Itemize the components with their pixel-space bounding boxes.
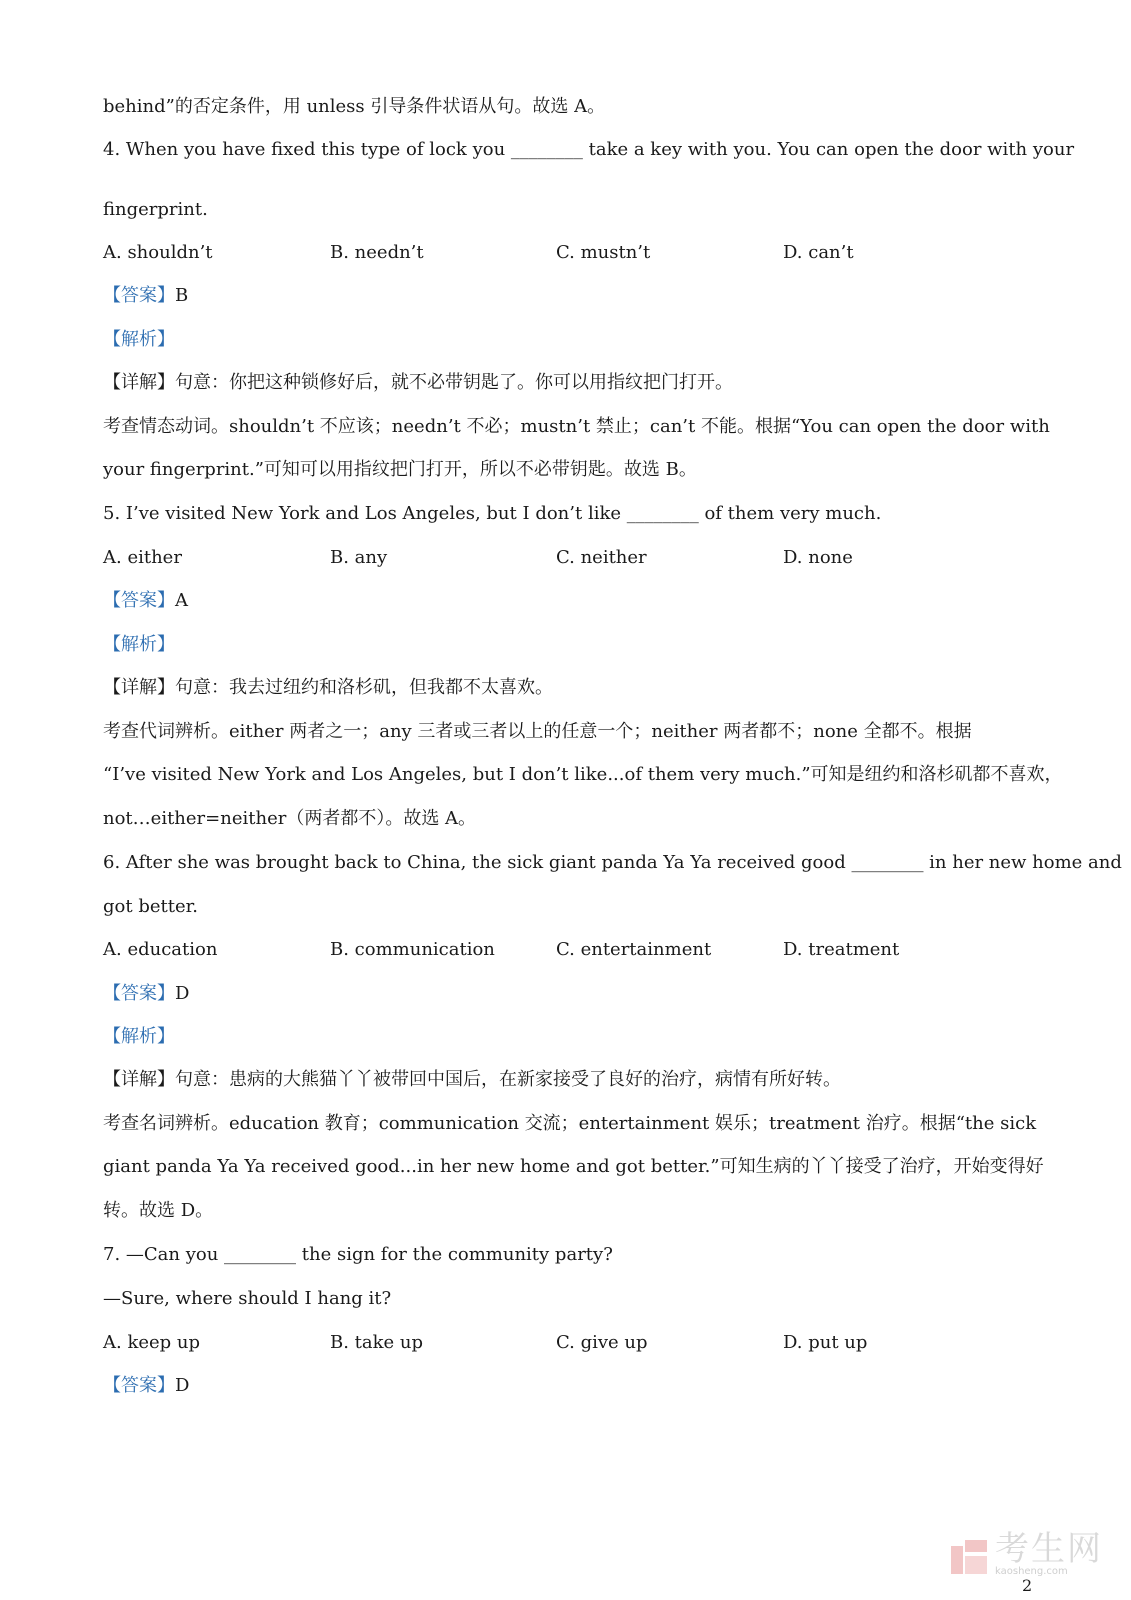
answer-value: D: [175, 983, 190, 1004]
answer-value: A: [175, 590, 188, 611]
detail-tag: 【详解】: [103, 372, 175, 393]
q6-explanation-2: giant panda Ya Ya received good...in her new home and got better.”可知生病的丫丫接受了治疗，开始变得好: [103, 1156, 1044, 1177]
q6-option-b: B. communication: [330, 939, 495, 960]
answer-tag: 【答案】: [103, 1375, 175, 1396]
detail-tag: 【详解】: [103, 677, 175, 698]
q5-option-d: D. none: [783, 547, 853, 568]
page-number: 2: [1022, 1576, 1033, 1595]
watermark-cn: 考生网: [995, 1529, 1103, 1569]
q7-answer: [103, 1374, 189, 1398]
analysis-tag: 【解析】: [103, 1026, 175, 1047]
q7-option-d: D. put up: [783, 1332, 868, 1353]
q5-explanation-1: 考查代词辨析。either 两者之一；any 三者或三者以上的任意一个；neither 两者都不；none 全都不。根据: [103, 721, 972, 742]
q4-answer: [103, 284, 188, 308]
q6-option-d: D. treatment: [783, 939, 900, 960]
q4-option-a: A. shouldn’t: [103, 242, 213, 263]
watermark-en: kaosheng.com: [995, 1566, 1068, 1577]
q5-explanation-2: “I’ve visited New York and Los Angeles, but I don’t like...of them very much.”可知是纽约和洛杉矶都不喜欢，: [103, 764, 1063, 785]
answer-value: B: [175, 285, 189, 306]
detail-text: 句意：患病的大熊猫丫丫被带回中国后，在新家接受了良好的治疗，病情有所好转。: [175, 1069, 841, 1090]
q4-detail: [103, 371, 733, 395]
q4-option-d: D. can’t: [783, 242, 854, 263]
question-6-stem-cont: got better.: [103, 896, 198, 917]
analysis-tag: 【解析】: [103, 329, 175, 350]
question-7-stem-cont: —Sure, where should I hang it?: [103, 1288, 392, 1309]
question-5-stem: 5. I’ve visited New York and Los Angeles, but I don’t like ________ of them very much.: [103, 503, 882, 524]
answer-tag: 【答案】: [103, 285, 175, 306]
q6-detail: [103, 1068, 841, 1092]
q6-option-a: A. education: [103, 939, 218, 960]
q5-answer: [103, 589, 188, 613]
q4-analysis: [103, 328, 175, 352]
detail-text: 句意：我去过纽约和洛杉矶，但我都不太喜欢。: [175, 677, 553, 698]
q5-analysis: [103, 633, 175, 657]
q6-answer: [103, 982, 189, 1006]
q6-option-c: C. entertainment: [556, 939, 712, 960]
q6-analysis: [103, 1025, 175, 1049]
question-4-stem-cont: fingerprint.: [103, 199, 208, 220]
q6-explanation-3: 转。故选 D。: [103, 1200, 214, 1221]
q5-option-b: B. any: [330, 547, 388, 568]
q4-explanation-2: your fingerprint.”可知可以用指纹把门打开，所以不必带钥匙。故选 B。: [103, 459, 697, 480]
question-7-stem: 7. —Can you ________ the sign for the community party?: [103, 1244, 613, 1265]
detail-text: 句意：你把这种锁修好后，就不必带钥匙了。你可以用指纹把门打开。: [175, 372, 733, 393]
q4-explanation-1: 考查情态动词。shouldn’t 不应该；needn’t 不必；mustn’t 禁止；can’t 不能。根据“You can open the door with: [103, 416, 1050, 437]
answer-value: D: [175, 1375, 190, 1396]
watermark-logo: [951, 1529, 1103, 1578]
q4-option-c: C. mustn’t: [556, 242, 651, 263]
q5-detail: [103, 676, 553, 700]
q7-option-a: A. keep up: [103, 1332, 201, 1353]
watermark-icon: [951, 1540, 989, 1578]
question-6-stem: 6. After she was brought back to China, the sick giant panda Ya Ya received good ________ in her new home and: [103, 852, 1122, 873]
q5-explanation-3: not…either=neither（两者都不）。故选 A。: [103, 808, 477, 829]
analysis-tag: 【解析】: [103, 634, 175, 655]
text-line: behind”的否定条件，用 unless 引导条件状语从句。故选 A。: [103, 96, 606, 117]
detail-tag: 【详解】: [103, 1069, 175, 1090]
q7-option-c: C. give up: [556, 1332, 648, 1353]
q5-option-c: C. neither: [556, 547, 647, 568]
q5-option-a: A. either: [103, 547, 182, 568]
answer-tag: 【答案】: [103, 983, 175, 1004]
question-4-stem: 4. When you have fixed this type of lock you ________ take a key with you. You can open the door with your: [103, 139, 1075, 160]
q6-explanation-1: 考查名词辨析。education 教育；communication 交流；entertainment 娱乐；treatment 治疗。根据“the sick: [103, 1113, 1037, 1134]
watermark-text: [995, 1529, 1103, 1578]
answer-tag: 【答案】: [103, 590, 175, 611]
q7-option-b: B. take up: [330, 1332, 424, 1353]
q4-option-b: B. needn’t: [330, 242, 424, 263]
